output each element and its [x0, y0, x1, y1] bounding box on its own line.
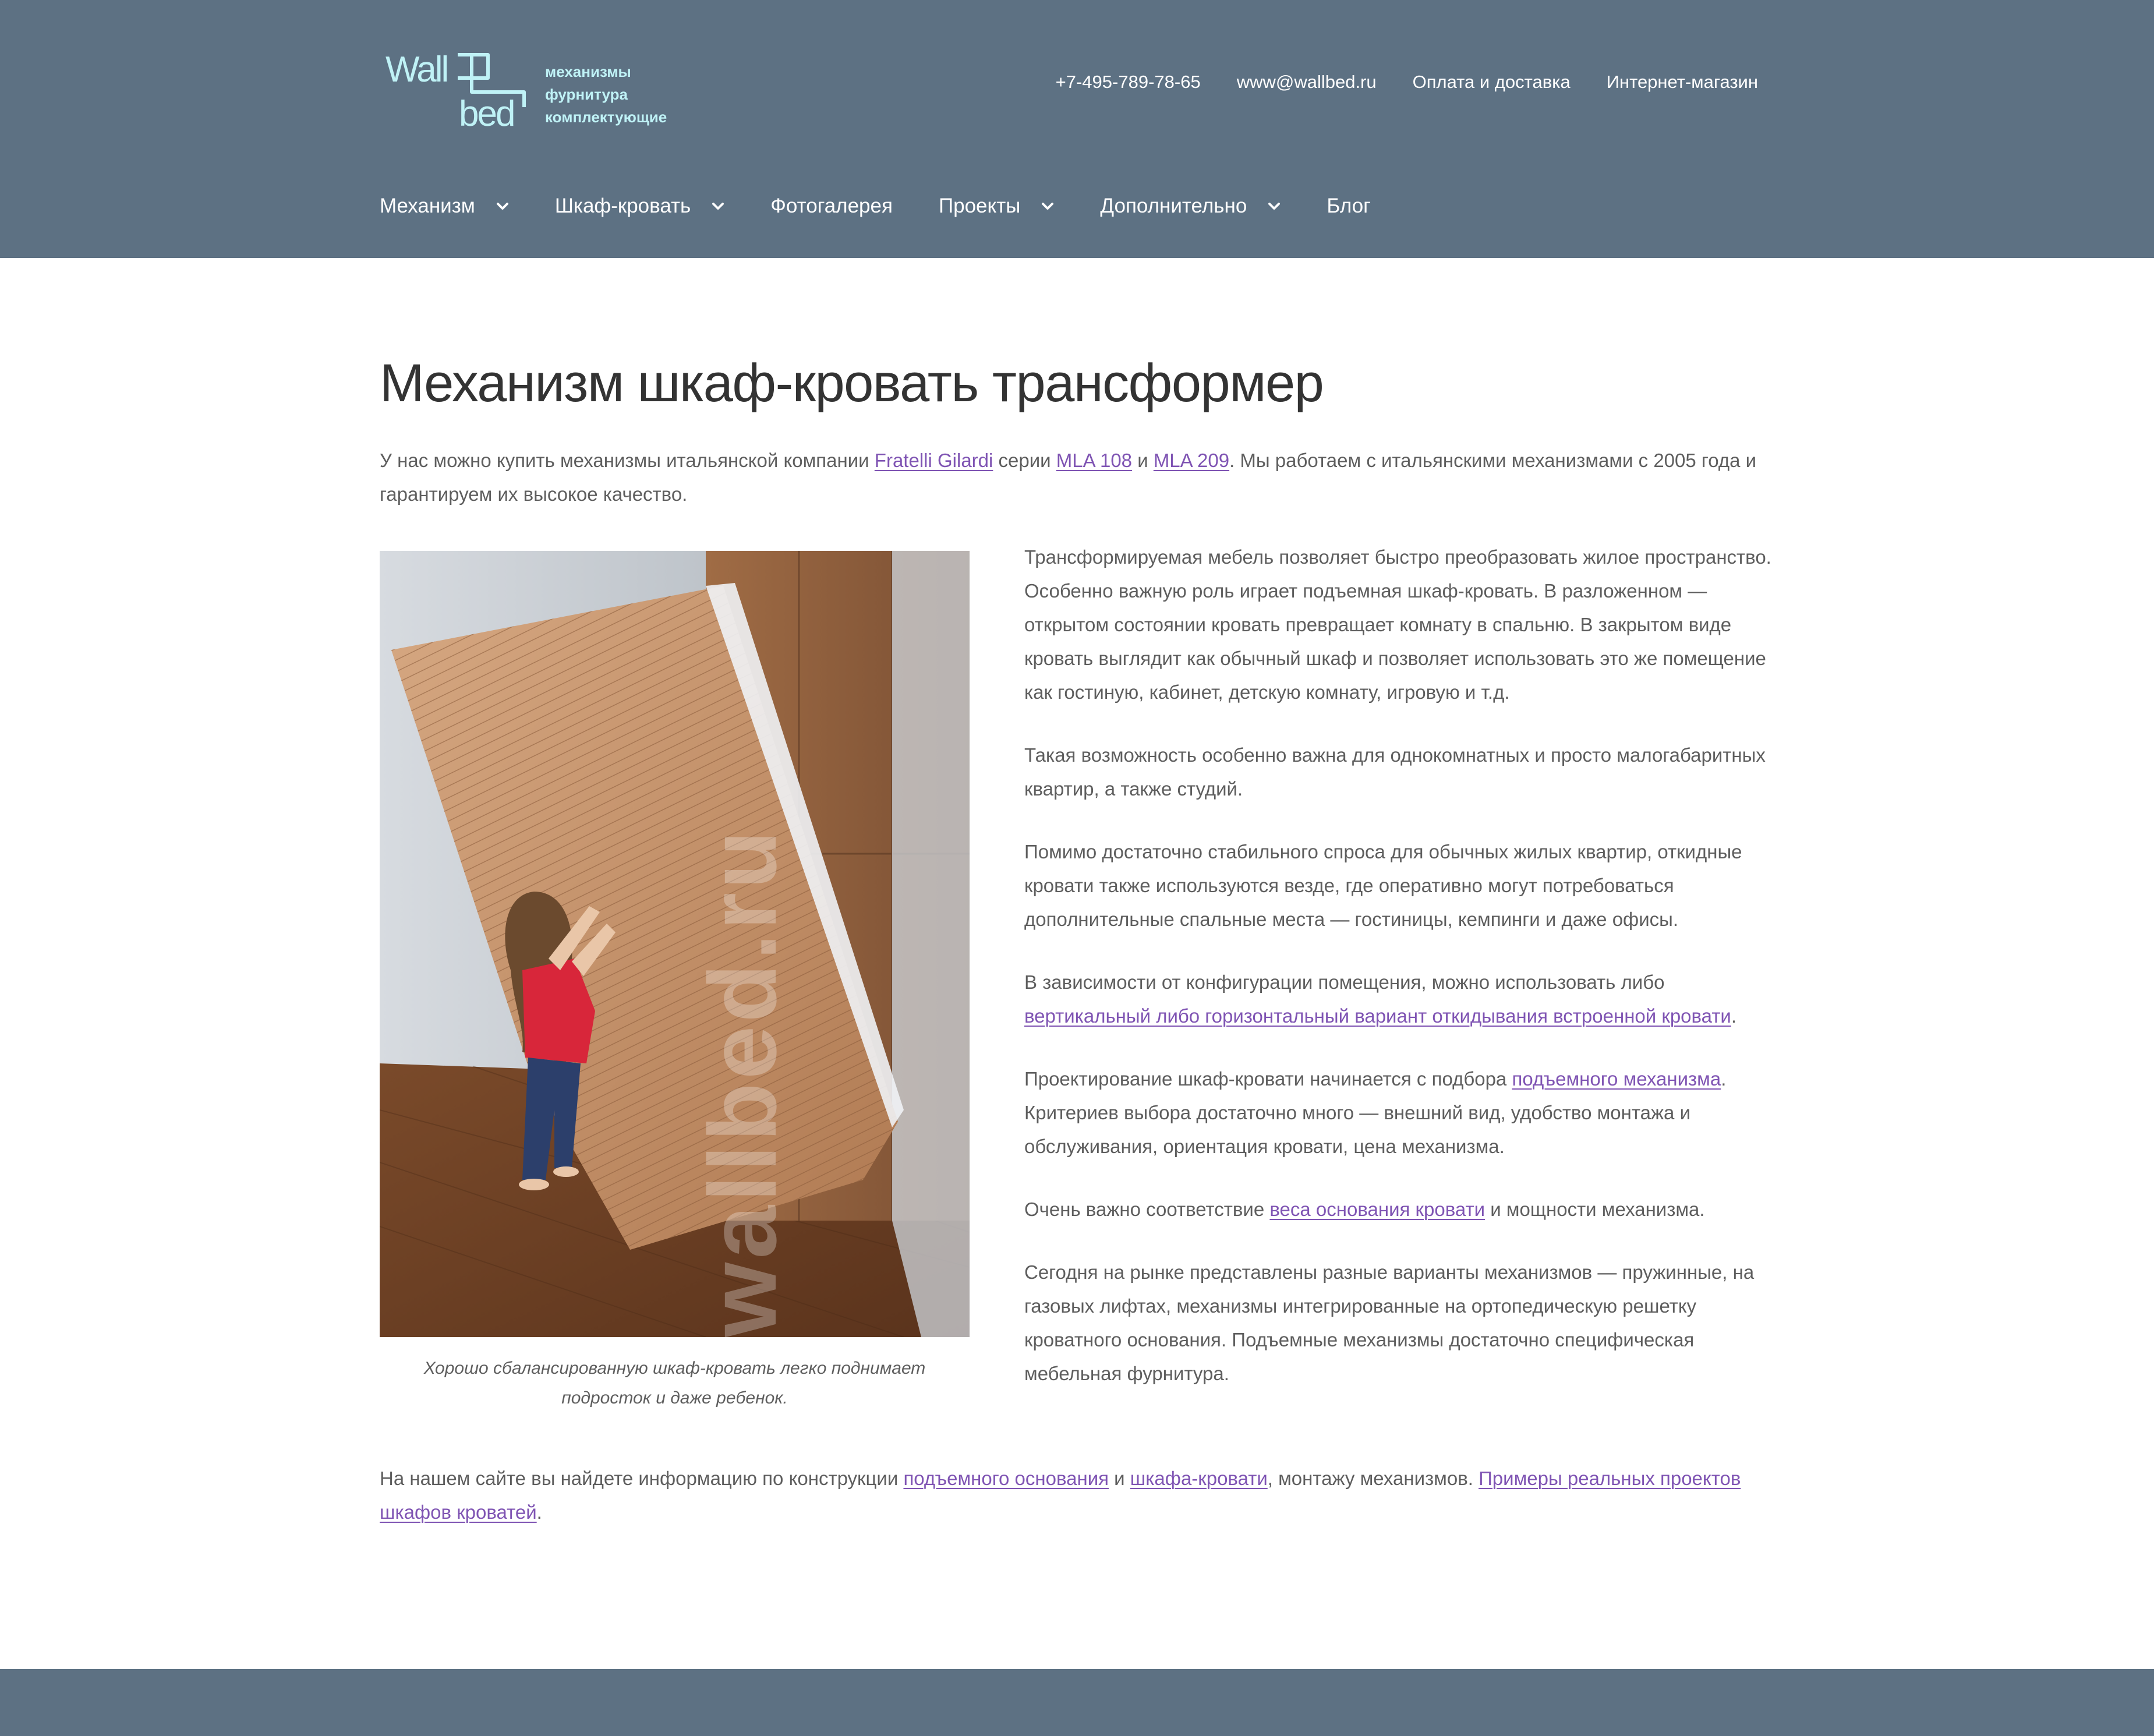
text-segment: и: [1109, 1468, 1130, 1489]
text-segment: . Мы работаем с итальянскими механизмами с 2005 года и гарантируем их высокое качество.: [380, 450, 1757, 505]
logo-tagline-line: комплектующие: [545, 108, 667, 126]
inline-link[interactable]: Fratelli Gilardi: [874, 450, 993, 471]
description-paragraph: [1024, 1062, 1787, 1164]
top-links: [1056, 68, 1758, 97]
text-segment: серии: [993, 450, 1056, 471]
text-segment: , монтажу механизмов.: [1267, 1468, 1479, 1489]
text-segment: У нас можно купить механизмы итальянской компании: [380, 450, 875, 471]
logo-tagline-line: механизмы: [545, 63, 631, 80]
text-segment: На нашем сайте вы найдете информацию по конструкции: [380, 1468, 904, 1489]
description-paragraph: [1024, 540, 1787, 709]
text-segment: .: [536, 1501, 542, 1523]
wallbed-logo-mark: [384, 51, 542, 133]
inline-link[interactable]: вертикальный либо горизонтальный вариант откидывания встроенной кровати: [1024, 1005, 1731, 1027]
site-header: [0, 0, 2154, 258]
inline-link[interactable]: MLA 209: [1153, 450, 1230, 471]
photo-caption: Хорошо сбалансированную шкаф-кровать легко поднимает подросток и даже ребенок.: [423, 1359, 926, 1408]
nav-item-label: Механизм: [380, 195, 475, 217]
nav-item-label: Проекты: [938, 195, 1021, 217]
site-footer: [0, 1669, 2154, 1736]
text-segment: Помимо достаточно стабильного спроса для обычных жилых квартир, откидные кровати также используются везде, где оперативно могут потребоваться дополнительные спальные места — гостиницы, кемпинги и даже офисы.: [1024, 841, 1742, 930]
outro-section: [380, 1462, 1789, 1529]
text-segment: Сегодня на рынке представлены разные варианты механизмов — пружинные, на газовых лифтах, механизмы интегрированные на ортопедическую решетку кроватного основания. Подъемные механизмы достаточно специфическая мебельная фурнитура.: [1024, 1261, 1755, 1384]
nav-additional[interactable]: [1100, 191, 1281, 221]
text-segment: и мощности механизма.: [1485, 1198, 1705, 1220]
text-segment: Проектирование шкаф-кровати начинается с подбора: [1024, 1068, 1512, 1090]
text-segment: Трансформируемая мебель позволяет быстро преобразовать жилое пространство. Особенно важную роль играет подъемная шкаф-кровать. В разложенном — открытом состоянии кровать превращает комнату в спальню. В закрытом виде кровать выглядит как обычный шкаф и позволяет использовать это же помещение как гостиную, кабинет, детскую комнату, игровую и т.д.: [1024, 546, 1771, 703]
inline-link[interactable]: MLA 108: [1056, 450, 1133, 471]
inline-link[interactable]: веса основания кровати: [1269, 1198, 1485, 1220]
text-segment: . Критериев выбора достаточно много — внешний вид, удобство монтажа и обслуживания, ориентация кровати, цена механизма.: [1024, 1068, 1727, 1157]
email-link[interactable]: www@wallbed.ru: [1236, 72, 1377, 92]
description-paragraph: [1024, 738, 1787, 806]
description-paragraph: [1024, 966, 1787, 1033]
chevron-down-icon: [1268, 202, 1281, 210]
page-title: Механизм шкаф-кровать трансформер: [380, 353, 1324, 413]
nav-blog[interactable]: [1327, 191, 1371, 221]
nav-item-label: Блог: [1327, 195, 1371, 217]
chevron-down-icon: [1041, 202, 1054, 210]
inline-link[interactable]: Примеры реальных проектов шкафов кроватей: [380, 1468, 1741, 1523]
nav-mechanism[interactable]: [380, 191, 509, 221]
phone-link[interactable]: +7-495-789-78-65: [1055, 72, 1201, 92]
main-navigation: [380, 191, 1417, 221]
text-segment: В зависимости от конфигурации помещения, можно использовать либо: [1024, 971, 1665, 993]
description-column: [1024, 540, 1787, 1391]
inline-link[interactable]: подъемного механизма: [1512, 1068, 1721, 1090]
logo-word-top: Wall: [385, 51, 448, 90]
photo-watermark: wallbed.ru: [689, 827, 796, 1337]
text-segment: и: [1132, 450, 1154, 471]
text-segment: Очень важно соответствие: [1024, 1198, 1270, 1220]
nav-item-label: Дополнительно: [1100, 195, 1247, 217]
intro-section: [380, 444, 1789, 511]
inline-link[interactable]: подъемного основания: [903, 1468, 1109, 1489]
wardrobe-bed-photo: [380, 551, 970, 1337]
inline-link[interactable]: шкафа-кровати: [1130, 1468, 1268, 1489]
nav-item-label: Шкаф-кровать: [554, 195, 691, 217]
chevron-down-icon: [712, 202, 724, 210]
intro-paragraph: [380, 444, 1789, 511]
logo-word-bottom: bed: [459, 94, 514, 133]
text-segment: Такая возможность особенно важна для однокомнатных и просто малогабаритных квартир, а также студий.: [1024, 744, 1766, 800]
nav-item-label: Фотогалерея: [770, 195, 893, 217]
photo-figure: [380, 551, 970, 1413]
description-paragraph: [1024, 835, 1787, 936]
nav-wardrobe-bed[interactable]: [555, 191, 724, 221]
payment-delivery-link[interactable]: Оплата и доставка: [1412, 72, 1571, 92]
description-paragraph: [1024, 1193, 1787, 1226]
outro-paragraph: [380, 1462, 1789, 1529]
nav-photo-gallery[interactable]: [770, 191, 893, 221]
description-paragraph: [1024, 1256, 1787, 1391]
chevron-down-icon: [496, 202, 509, 210]
nav-projects[interactable]: [939, 191, 1054, 221]
logo-tagline-line: фурнитура: [545, 86, 628, 103]
site-logo[interactable]: [384, 51, 687, 133]
text-segment: .: [1731, 1005, 1737, 1027]
logo-tagline: [545, 61, 667, 129]
online-shop-link[interactable]: Интернет-магазин: [1606, 72, 1758, 92]
